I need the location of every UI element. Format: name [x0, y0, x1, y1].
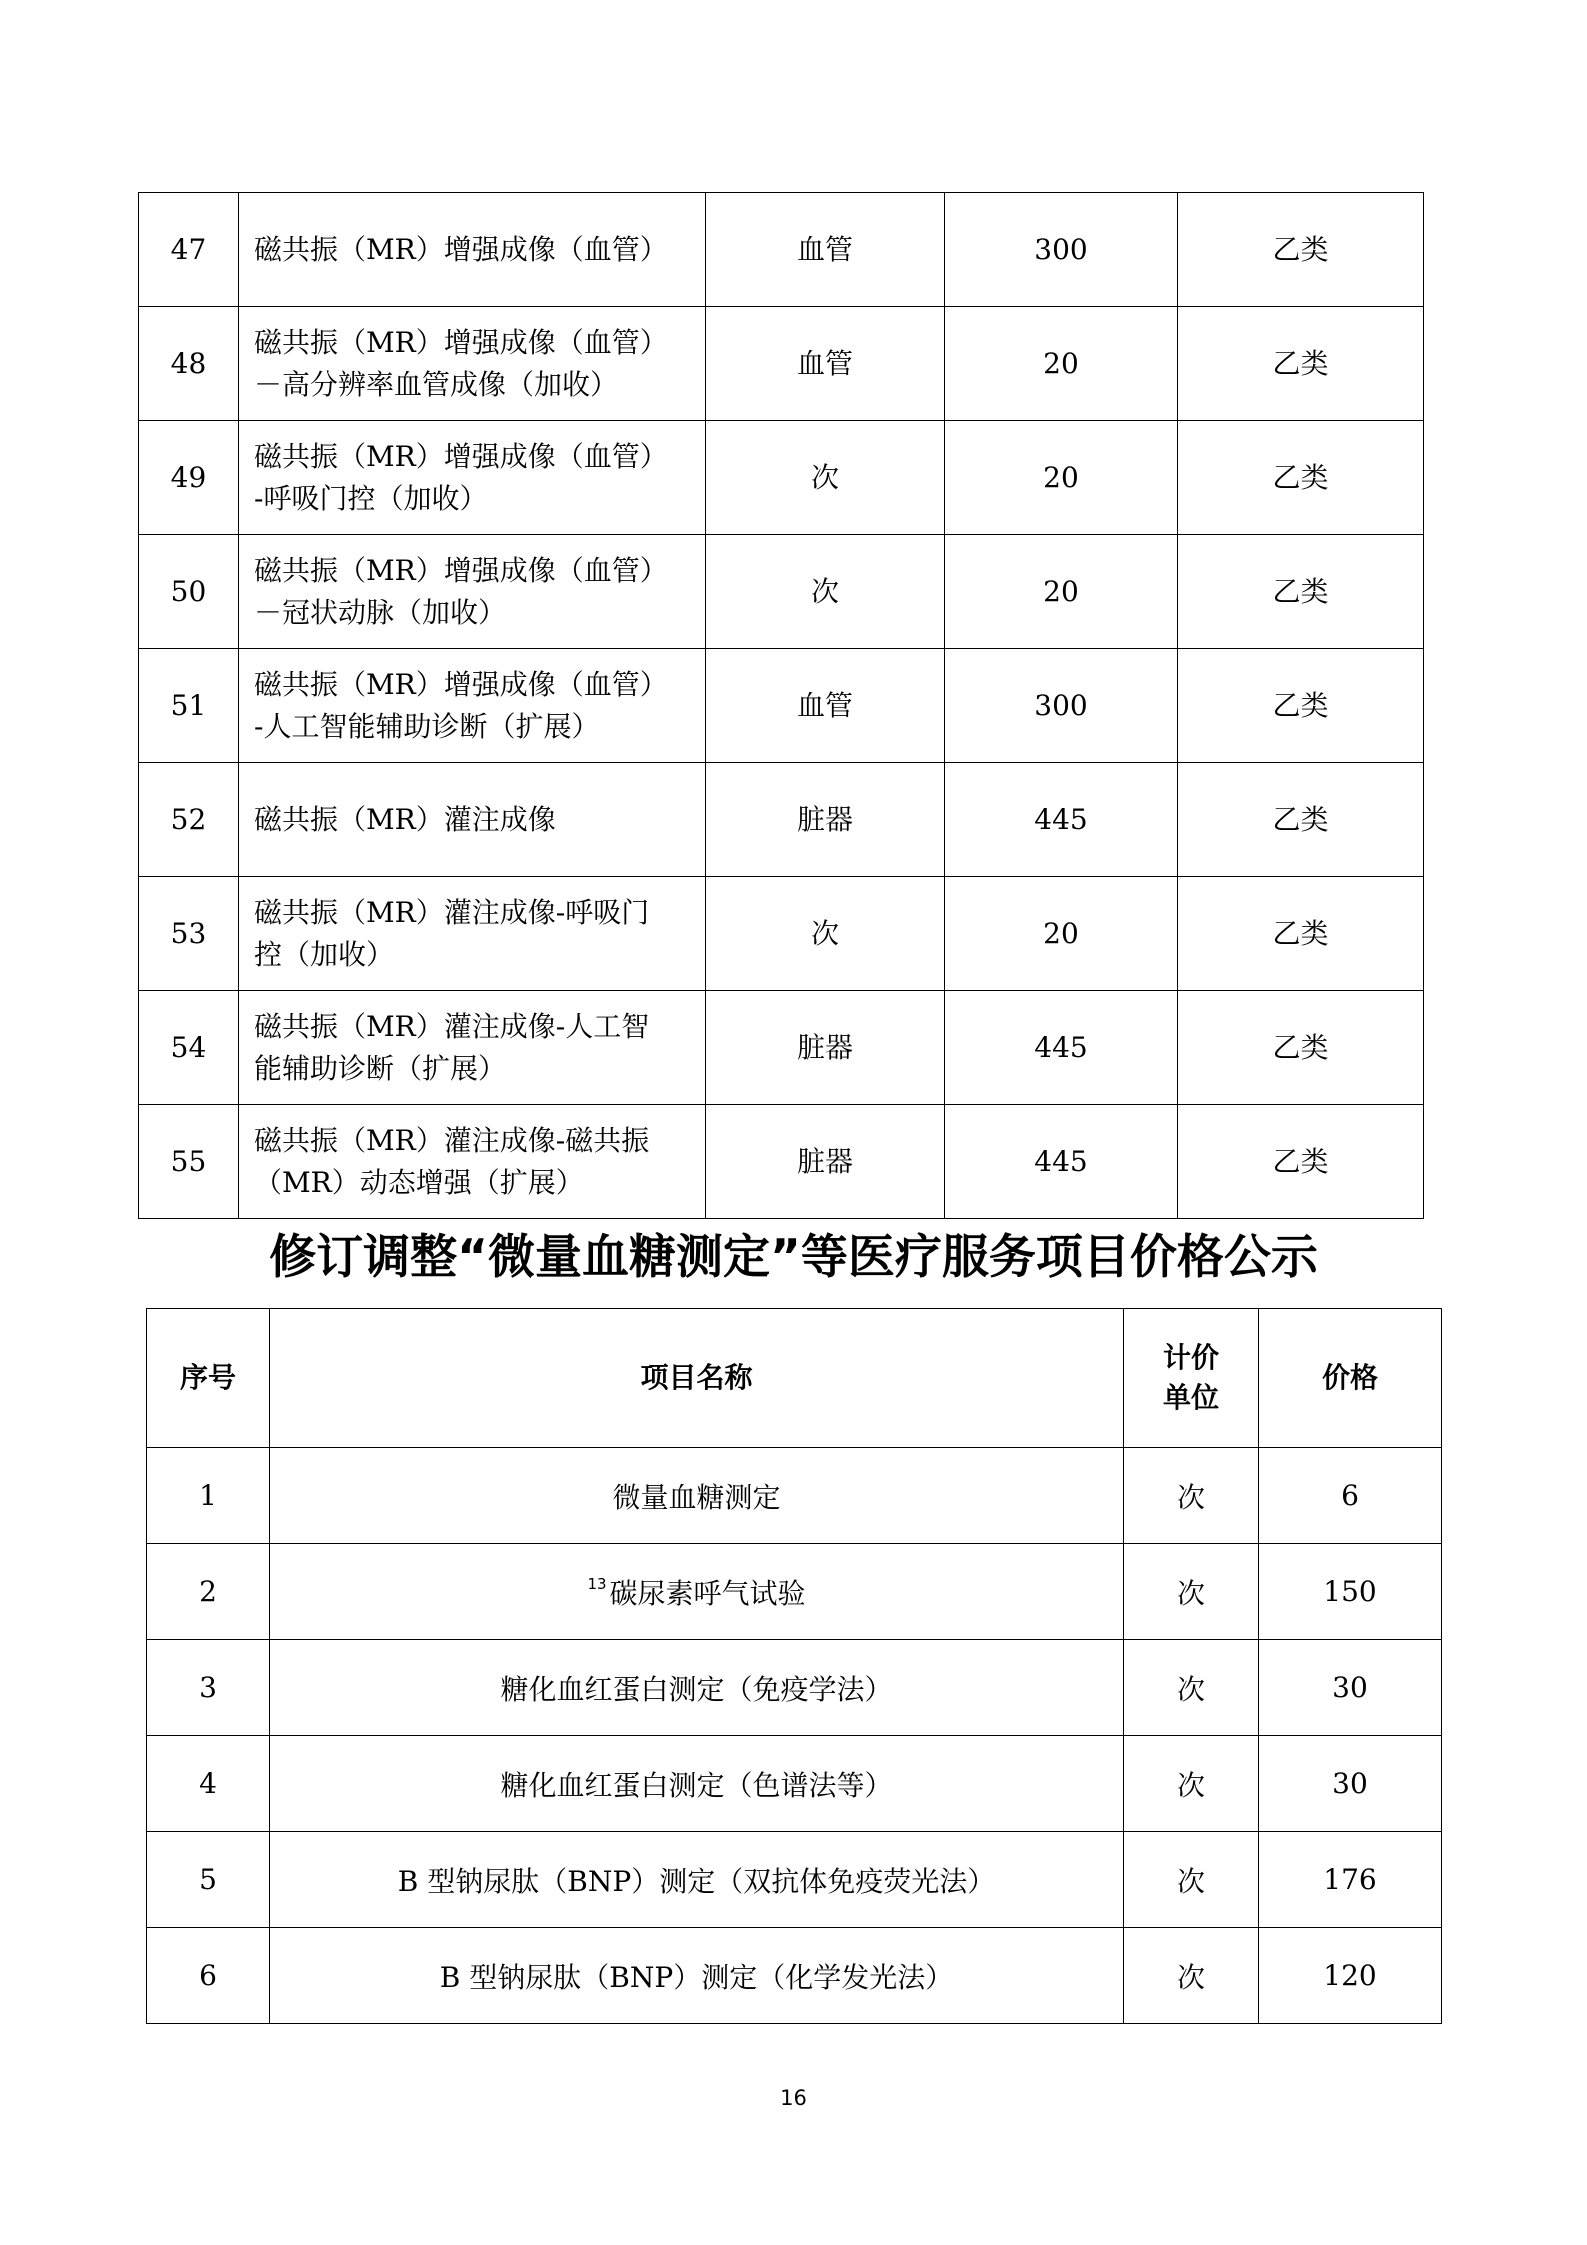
item-name: B 型钠尿肽（BNP）测定（双抗体免疫荧光法）: [270, 1832, 1124, 1928]
price: 20: [945, 877, 1178, 991]
insurance-category: 乙类: [1178, 421, 1424, 535]
table-row: [147, 1736, 1442, 1832]
section-title: 修订调整“微量血糖测定”等医疗服务项目价格公示: [269, 1230, 1318, 1285]
table-row: [147, 1928, 1442, 2024]
item-name: [239, 1105, 706, 1219]
row-number: 52: [139, 763, 239, 877]
price: 20: [945, 307, 1178, 421]
table-row: [139, 763, 1424, 877]
price: 176: [1259, 1832, 1442, 1928]
table-row: [139, 1105, 1424, 1219]
header-serial-number: 序号: [147, 1309, 270, 1448]
pricing-unit: 次: [1124, 1640, 1259, 1736]
row-number: 5: [147, 1832, 270, 1928]
isotope-superscript: 13: [587, 1574, 607, 1593]
table-row: [147, 1640, 1442, 1736]
header-price: 价格: [1259, 1309, 1442, 1448]
price: 445: [945, 1105, 1178, 1219]
insurance-category: 乙类: [1178, 991, 1424, 1105]
row-number: 1: [147, 1448, 270, 1544]
pricing-unit: 脏器: [706, 991, 945, 1105]
row-number: 47: [139, 193, 239, 307]
mr-pricing-table-continued: [138, 192, 1424, 1219]
row-number: 53: [139, 877, 239, 991]
insurance-category: 乙类: [1178, 535, 1424, 649]
insurance-category: 乙类: [1178, 307, 1424, 421]
price: 445: [945, 763, 1178, 877]
pricing-unit: 次: [706, 535, 945, 649]
row-number: 55: [139, 1105, 239, 1219]
insurance-category: 乙类: [1178, 763, 1424, 877]
row-number: 51: [139, 649, 239, 763]
pricing-unit: 次: [1124, 1448, 1259, 1544]
table-row: [139, 307, 1424, 421]
item-name-line: 磁共振（MR）增强成像（血管）: [254, 325, 668, 359]
price: 20: [945, 421, 1178, 535]
item-name: 糖化血红蛋白测定（免疫学法）: [270, 1640, 1124, 1736]
row-number: 4: [147, 1736, 270, 1832]
item-name-line: -人工智能辅助诊断（扩展）: [254, 709, 600, 743]
row-number: 50: [139, 535, 239, 649]
price: 445: [945, 991, 1178, 1105]
table-row: [139, 535, 1424, 649]
pricing-unit: 次: [1124, 1544, 1259, 1640]
pricing-unit: 脏器: [706, 1105, 945, 1219]
item-name-line: －冠状动脉（加收）: [254, 595, 507, 629]
price: 30: [1259, 1736, 1442, 1832]
item-name-line: 磁共振（MR）增强成像（血管）: [254, 232, 668, 266]
table-row: [139, 991, 1424, 1105]
item-name: [239, 763, 706, 877]
item-name-line: 能辅助诊断（扩展）: [254, 1051, 507, 1085]
pricing-unit: 血管: [706, 193, 945, 307]
table-row: [147, 1448, 1442, 1544]
revised-price-table: [146, 1308, 1442, 2024]
pricing-unit: 次: [1124, 1736, 1259, 1832]
row-number: 2: [147, 1544, 270, 1640]
item-name: [239, 307, 706, 421]
price: 300: [945, 193, 1178, 307]
price: 300: [945, 649, 1178, 763]
row-number: 3: [147, 1640, 270, 1736]
pricing-unit: 次: [1124, 1928, 1259, 2024]
item-name: B 型钠尿肽（BNP）测定（化学发光法）: [270, 1928, 1124, 2024]
item-name: [270, 1544, 1124, 1640]
header-pricing-unit-line: 计价: [1162, 1341, 1219, 1374]
item-name: [239, 535, 706, 649]
row-number: 54: [139, 991, 239, 1105]
pricing-unit: 脏器: [706, 763, 945, 877]
pricing-unit: 血管: [706, 649, 945, 763]
item-name: [239, 193, 706, 307]
table-row: [139, 649, 1424, 763]
price: 6: [1259, 1448, 1442, 1544]
item-name-line: 磁共振（MR）增强成像（血管）: [254, 553, 668, 587]
item-name: [239, 421, 706, 535]
pricing-unit: 次: [706, 877, 945, 991]
item-name: 糖化血红蛋白测定（色谱法等）: [270, 1736, 1124, 1832]
item-name: [239, 991, 706, 1105]
item-name-line: （MR）动态增强（扩展）: [254, 1165, 584, 1199]
item-name-line: 磁共振（MR）增强成像（血管）: [254, 439, 668, 473]
item-name-line: 磁共振（MR）灌注成像-磁共振: [254, 1123, 650, 1157]
item-name-line: 磁共振（MR）灌注成像-人工智: [254, 1009, 650, 1043]
row-number: 49: [139, 421, 239, 535]
item-name-line: －高分辨率血管成像（加收）: [254, 367, 619, 401]
row-number: 48: [139, 307, 239, 421]
price: 20: [945, 535, 1178, 649]
header-item-name: 项目名称: [270, 1309, 1124, 1448]
item-name: [239, 877, 706, 991]
row-number: 6: [147, 1928, 270, 2024]
table-row: [139, 421, 1424, 535]
header-pricing-unit-line: 单位: [1162, 1381, 1219, 1414]
table-row: [139, 193, 1424, 307]
item-name: 微量血糖测定: [270, 1448, 1124, 1544]
price: 120: [1259, 1928, 1442, 2024]
item-name-line: 控（加收）: [254, 937, 395, 971]
item-name-line: -呼吸门控（加收）: [254, 481, 488, 515]
table-row: [147, 1544, 1442, 1640]
insurance-category: 乙类: [1178, 1105, 1424, 1219]
pricing-unit: 血管: [706, 307, 945, 421]
table-header-row: [147, 1309, 1442, 1448]
item-name: [239, 649, 706, 763]
price: 150: [1259, 1544, 1442, 1640]
table-row: [139, 877, 1424, 991]
pricing-unit: 次: [1124, 1832, 1259, 1928]
insurance-category: 乙类: [1178, 193, 1424, 307]
item-name-text: 碳尿素呼气试验: [609, 1576, 806, 1610]
pricing-unit: 次: [706, 421, 945, 535]
item-name-line: 磁共振（MR）灌注成像: [254, 802, 556, 836]
table-row: [147, 1832, 1442, 1928]
insurance-category: 乙类: [1178, 877, 1424, 991]
item-name-line: 磁共振（MR）增强成像（血管）: [254, 667, 668, 701]
page-number: 16: [780, 2086, 807, 2110]
header-pricing-unit: [1124, 1309, 1259, 1448]
item-name-line: 磁共振（MR）灌注成像-呼吸门: [254, 895, 650, 929]
price: 30: [1259, 1640, 1442, 1736]
insurance-category: 乙类: [1178, 649, 1424, 763]
